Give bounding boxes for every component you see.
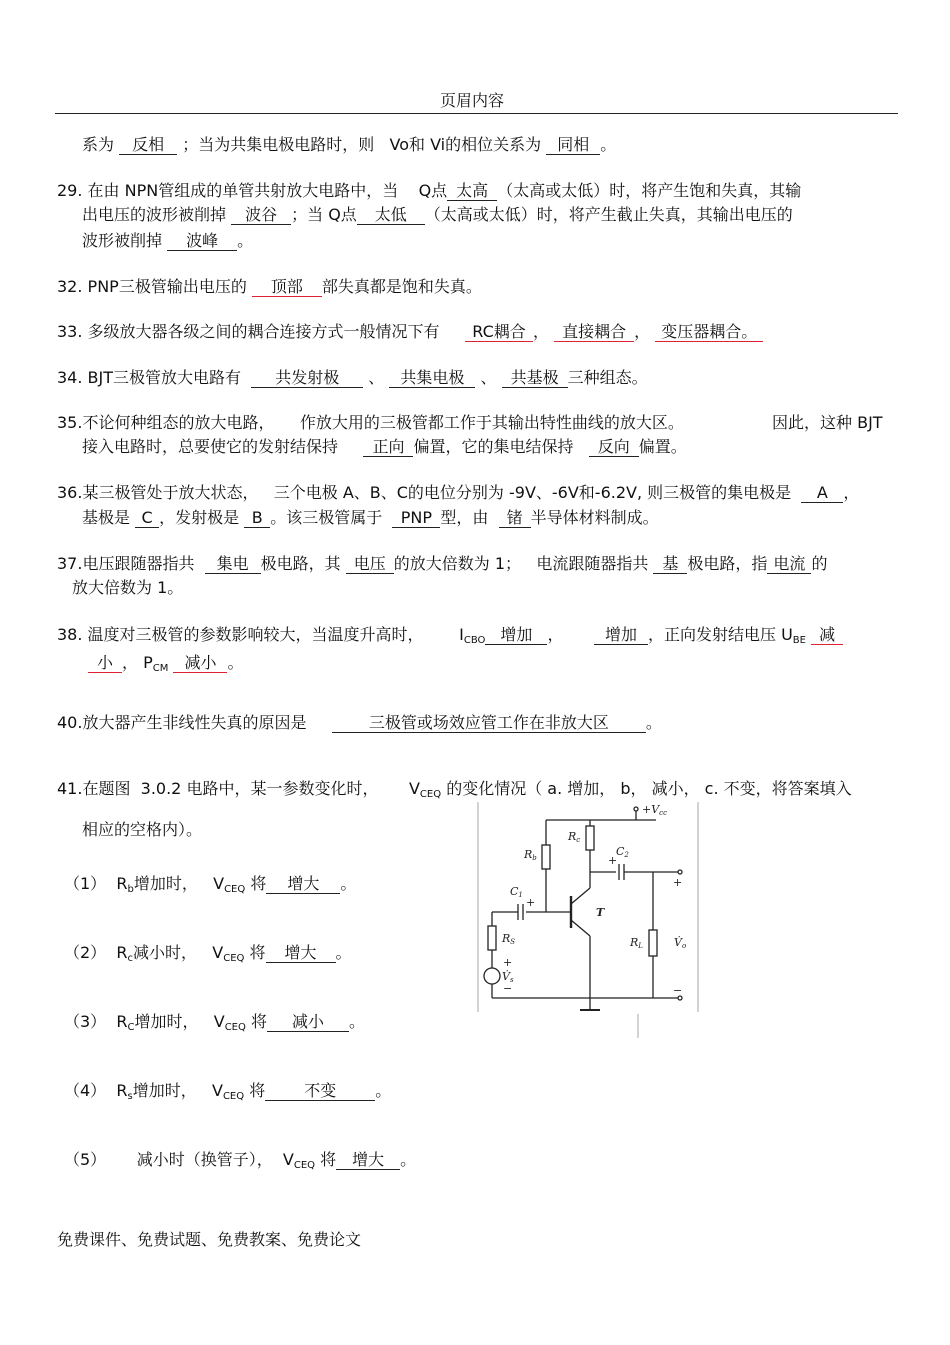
text: 不论何种组态的放大电路，	[82, 413, 275, 432]
answer-blank: 共发射极	[251, 369, 363, 388]
text: 基极是	[82, 508, 131, 527]
text: 极电路，指	[687, 554, 768, 573]
question-34	[57, 367, 648, 389]
vs-label: V̇s	[502, 970, 514, 984]
item-index: （4）	[64, 1081, 107, 1100]
answer-blank: 锗	[499, 509, 531, 528]
text: 放大器产生非线性失真的原因是	[82, 713, 307, 732]
text: BJT三极管放大电路有	[87, 368, 242, 387]
question-37-line1	[57, 553, 827, 575]
answer-blank: B	[244, 509, 270, 528]
text: 增加时，	[134, 1012, 199, 1031]
text: 、	[368, 368, 385, 387]
question-38-line2	[88, 652, 244, 680]
subscript: CEQ	[224, 1022, 246, 1033]
answer-blank: 波谷	[231, 206, 291, 225]
subscript: CM	[152, 663, 169, 674]
subscript: C	[127, 1022, 135, 1033]
symbol: R	[116, 943, 128, 962]
text: Q点	[418, 181, 448, 200]
answer-blank: 反相	[119, 136, 177, 155]
answer-blank: 不变	[265, 1082, 375, 1101]
continuation-line	[82, 134, 616, 156]
text: 。	[340, 874, 357, 893]
vo-label: V̇o	[674, 936, 687, 950]
answer-blank: 反向	[589, 438, 639, 457]
answer-blank: 减	[811, 626, 843, 645]
answer-blank: 集电	[205, 555, 261, 574]
text: ，正向发射结电压	[647, 625, 776, 644]
text: ，	[122, 653, 139, 672]
question-32	[57, 276, 482, 298]
text: 减小时，	[132, 943, 197, 962]
header-rule	[55, 113, 898, 114]
answer-blank: 正向	[363, 438, 413, 457]
text: 。	[375, 1081, 392, 1100]
text: 温度对三极管的参数影响较大，当温度升高时，	[87, 625, 424, 644]
q41-item-3	[64, 1011, 365, 1039]
answer-blank: 减小	[267, 1013, 349, 1032]
symbol: V	[213, 1012, 225, 1031]
text: 减小时（换管子），	[136, 1150, 273, 1169]
answer-blank: 直接耦合	[554, 323, 634, 342]
answer-blank: 太高	[447, 182, 497, 201]
text: 波形被削掉	[82, 231, 163, 250]
text: 三个电极 A、B、C的电位分别为 -9V、-6V和-6.2V, 则三极管的集电极是	[273, 483, 792, 502]
item-index: （5）	[64, 1150, 107, 1169]
vcc-terminal	[634, 807, 638, 811]
answer-blank: 共集电极	[389, 369, 475, 388]
symbol: V	[282, 1150, 294, 1169]
output-terminal-plus	[678, 870, 682, 874]
subscript: c	[127, 953, 133, 964]
text: ，	[533, 322, 550, 341]
text: ；当 Q点	[291, 205, 357, 224]
answer-blank: 增加	[594, 626, 648, 645]
symbol: V	[408, 779, 420, 798]
answer-blank: 共基极	[502, 369, 568, 388]
item-index: （2）	[64, 943, 107, 962]
answer-blank: 减小	[173, 654, 227, 673]
text: PNP三极管输出电压的	[87, 277, 247, 296]
answer-blank: 电流	[767, 555, 811, 574]
answer-blank: 小	[88, 654, 122, 673]
transistor-collector	[571, 888, 590, 904]
symbol: R	[116, 874, 128, 893]
text: ，	[634, 322, 651, 341]
question-number: 41.	[57, 779, 83, 798]
subscript: CEQ	[419, 789, 442, 800]
answer-blank: 增大	[266, 875, 340, 894]
text: 某三极管处于放大状态，	[82, 483, 259, 502]
text: 三种组态。	[567, 368, 648, 387]
symbol: V	[212, 943, 224, 962]
text: 偏置，它的集电结保持	[413, 437, 574, 456]
text: 。	[645, 713, 662, 732]
text: 的变化情况（ a. 增加， b， 减小， c. 不变，将答案填入	[446, 779, 852, 798]
text: ；当为共集电极电路时，则	[182, 135, 375, 154]
text: 接入电路时，总要使它的发射结保持	[82, 437, 339, 456]
subscript: CEQ	[293, 1160, 316, 1171]
answer-blank: C	[135, 509, 159, 528]
question-number: 36.	[57, 483, 83, 502]
text: 增加时，	[132, 1081, 197, 1100]
question-33	[57, 321, 763, 343]
text: 。	[600, 135, 617, 154]
subscript: BE	[792, 635, 806, 646]
text: 半导体材料制成。	[530, 508, 659, 527]
answer-blank: 增大	[336, 1151, 400, 1170]
question-41-line2: 相应的空格内）。	[82, 820, 203, 839]
question-29-line1	[57, 180, 801, 202]
text: 电流跟随器指共	[536, 554, 649, 573]
signal-source	[484, 968, 500, 984]
item-index: （1）	[64, 874, 107, 893]
q41-item-2	[64, 942, 352, 970]
symbol: V	[211, 1081, 223, 1100]
symbol: P	[143, 653, 153, 672]
text: 。	[400, 1150, 417, 1169]
symbol: V	[213, 874, 225, 893]
source-minus-sign: −	[503, 982, 513, 995]
q41-item-1	[64, 873, 356, 901]
question-40	[57, 712, 662, 734]
answer-blank: PNP	[392, 509, 440, 528]
question-number: 38.	[57, 625, 83, 644]
text: 将	[250, 874, 267, 893]
subscript: CEQ	[224, 884, 246, 895]
text: 作放大用的三极管都工作于其输出特性曲线的放大区。	[299, 413, 684, 432]
question-number: 35.	[57, 413, 83, 432]
answer-blank: 同相	[546, 136, 600, 155]
symbol: R	[116, 1012, 128, 1031]
question-38-line1	[57, 624, 843, 652]
symbol: I	[459, 625, 464, 644]
text: 型，由	[440, 508, 489, 527]
text: 电压跟随器指共	[82, 554, 195, 573]
text: 偏置。	[638, 437, 687, 456]
page-footer: 免费课件、免费试题、免费教案、免费论文	[57, 1230, 362, 1249]
text: 。	[348, 1012, 365, 1031]
text: 系为	[82, 135, 115, 154]
subscript: CEQ	[223, 953, 245, 964]
subscript: s	[127, 1091, 133, 1102]
answer-blank: RC耦合	[465, 323, 533, 342]
rc-label: Rc	[568, 830, 581, 844]
symbol: R	[116, 1081, 128, 1100]
rl-resistor	[649, 930, 657, 956]
q41-item-5	[64, 1149, 416, 1177]
text: 出电压的波形被削掉	[82, 205, 227, 224]
c2-label: C2	[616, 845, 629, 859]
output-plus-sign: +	[673, 876, 683, 889]
subscript: CBO	[463, 635, 486, 646]
text: Vo和 Vi的相位关系为	[389, 135, 542, 154]
text: 将	[250, 1012, 267, 1031]
rb-resistor	[542, 845, 550, 869]
answer-blank: 三极管或场效应管工作在非放大区	[332, 714, 646, 733]
transistor-emitter	[571, 920, 590, 936]
text: 。	[227, 653, 244, 672]
text: ，	[547, 625, 564, 644]
rs-label: RS	[502, 932, 516, 946]
text: 增加时，	[133, 874, 198, 893]
vcc-label: +Vcc	[642, 803, 668, 817]
rs-resistor	[488, 926, 496, 950]
text: 、	[480, 368, 497, 387]
question-35-line1	[57, 412, 684, 434]
question-37-line2	[72, 577, 183, 599]
answer-blank: 基	[653, 555, 687, 574]
text: ，	[843, 483, 860, 502]
text: 放大倍数为	[72, 578, 153, 597]
question-number: 33.	[57, 322, 83, 341]
question-number: 34.	[57, 368, 83, 387]
text: 的	[811, 554, 828, 573]
q41-item-4	[64, 1080, 391, 1108]
c1-plus-sign: +	[526, 896, 536, 909]
answer-blank: 太低	[357, 206, 425, 225]
answer-blank: 波峰	[167, 232, 237, 251]
text: 。该三极管属于	[270, 508, 383, 527]
question-number: 29.	[57, 181, 83, 200]
text: （太高或太低）时，将产生截止失真，其输出电压的	[424, 205, 793, 224]
question-number: 37.	[57, 554, 83, 573]
subscript: b	[127, 884, 134, 895]
text: 。	[237, 231, 254, 250]
question-35-line2	[82, 436, 687, 458]
answer-blank: A	[801, 484, 843, 503]
text: 在由 NPN管组成的单管共射放大电路中，当	[87, 181, 399, 200]
answer-blank: 电压	[346, 555, 394, 574]
page-header-title: 页眉内容	[440, 91, 505, 110]
question-36-line2	[82, 507, 659, 529]
answer-blank: 增大	[266, 944, 336, 963]
text: 多级放大器各级之间的耦合连接方式一般情况下有	[87, 322, 440, 341]
symbol: U	[781, 625, 793, 644]
question-36-line1	[57, 482, 859, 504]
answer-blank: 变压器耦合。	[655, 323, 763, 342]
rb-label: Rb	[524, 848, 537, 862]
answer-blank: 增加	[485, 626, 547, 645]
subscript: CEQ	[222, 1091, 245, 1102]
source-plus-sign: +	[503, 956, 513, 969]
question-29-line3	[82, 230, 253, 252]
text: 。	[335, 943, 352, 962]
text: 将	[249, 1081, 266, 1100]
text: 1；	[494, 554, 522, 573]
question-number: 40.	[57, 713, 83, 732]
text: 在题图	[82, 779, 131, 798]
text: （太高或太低）时，将产生饱和失真，其输	[497, 181, 802, 200]
text: 极电路，其	[260, 554, 341, 573]
text: 的放大倍数为	[393, 554, 490, 573]
c1-label: C1	[510, 885, 523, 899]
c2-plus-sign: +	[608, 854, 618, 867]
circuit-diagram	[476, 800, 702, 1040]
text: 将	[249, 943, 266, 962]
rc-resistor	[586, 826, 594, 850]
question-41-line1	[57, 778, 852, 806]
rl-label: RL	[630, 936, 643, 950]
question-29-line2	[82, 204, 793, 226]
text: 将	[320, 1150, 337, 1169]
output-minus-sign: −	[673, 984, 683, 997]
item-index: （3）	[64, 1012, 107, 1031]
text: 3.0.2 电路中，某一参数变化时，	[140, 779, 379, 798]
question-35-line1-end: 因此，这种 BJT	[772, 413, 883, 432]
question-number: 32.	[57, 277, 83, 296]
answer-blank: 顶部	[252, 278, 322, 297]
text: ，发射极是	[159, 508, 240, 527]
transistor-label: T	[596, 906, 605, 919]
text: 部失真都是饱和失真。	[321, 277, 482, 296]
text: 1。	[157, 578, 184, 597]
